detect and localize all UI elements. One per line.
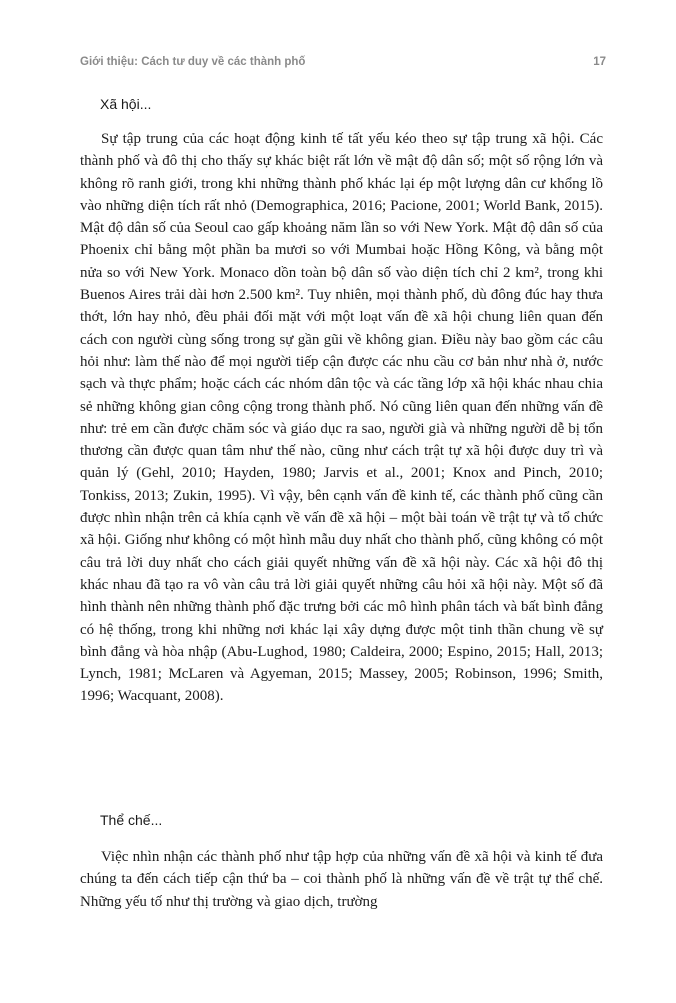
running-header xyxy=(80,56,606,72)
body-paragraph-institutions: Việc nhìn nhận các thành phố như tập hợp của những vấn đề xã hội và kinh tế đưa chúng ta đến cách tiếp cận thứ ba – coi thành phố là những vấn đề về trật tự thể chế. Những yếu tố như thị trường và giao dịch, trường xyxy=(80,849,603,910)
section-heading-institutions: Thể chế... xyxy=(100,812,163,828)
page-number: 17 xyxy=(593,56,606,68)
section-heading-social: Xã hội... xyxy=(100,96,152,112)
body-paragraph-social: Sự tập trung của các hoạt động kinh tế tất yếu kéo theo sự tập trung xã hội. Các thành phố và đô thị cho thấy sự khác biệt rất lớn về mật độ dân số; một số rộng lớn và không rõ ranh giới, trong khi những thành phố khác lại ép một lượng dân cư khổng lồ vào những diện tích rất nhỏ (Demographica, 2016; Pacione, 2001; World Bank, 2015). Mật độ dân số của Seoul cao gấp khoảng năm lần so với New York. Mật độ dân số của Phoenix chỉ bằng một phần ba mươi so với Mumbai hoặc Hồng Kông, và bằng một nửa so với New York. Monaco dồn toàn bộ dân số vào diện tích chỉ 2 km², trong khi Buenos Aires trải dài hơn 2.500 km². Tuy nhiên, mọi thành phố, dù đông đúc hay thưa thớt, lớn hay nhỏ, đều phải đối mặt với một loạt vấn đề xã hội chung liên quan đến cách con người cùng sống trong sự gần gũi về không gian. Điều này bao gồm các câu hỏi như: làm thế nào để mọi người tiếp cận được các nhu cầu cơ bản như nhà ở, nước sạch và thực phẩm; hoặc cách các nhóm dân tộc và các tầng lớp xã hội khác nhau chia sẻ những không gian công cộng trong thành phố. Nó cũng liên quan đến những vấn đề như: trẻ em cần được chăm sóc và giáo dục ra sao, người già và những người dễ bị tổn thương cần được quan tâm như thế nào, cũng như cách trật tự xã hội được duy trì và quản lý (Gehl, 2010; Hayden, 1980; Jarvis et al., 2001; Knox and Pinch, 2010; Tonkiss, 2013; Zukin, 1995). Vì vậy, bên cạnh vấn đề kinh tế, các thành phố cũng cần được nhìn nhận trên cả khía cạnh về vấn đề xã hội – một bài toán về trật tự và tổ chức xã hội. Giống như không có một hình mẫu duy nhất cho thành phố, cũng không có một câu trả lời duy nhất cho cách giải quyết những vấn đề xã hội này. Các xã hội đô thị khác nhau đã tạo ra vô vàn câu trả lời giải quyết những câu hỏi xã hội này. Một số đã hình thành nên những thành phố đặc trưng bởi các mô hình phân tách và bất bình đẳng có hệ thống, trong khi những nơi khác lại xây dựng được một tinh thần chung về sự bình đẳng và hòa nhập (Abu-Lughod, 1980; Caldeira, 2000; Espino, 2015; Hall, 2013; Lynch, 1981; McLaren và Agyeman, 2015; Massey, 2005; Robinson, 1996; Smith, 1996; Wacquant, 2008). xyxy=(80,131,603,705)
running-title: Giới thiệu: Cách tư duy về các thành phố xyxy=(80,56,306,68)
